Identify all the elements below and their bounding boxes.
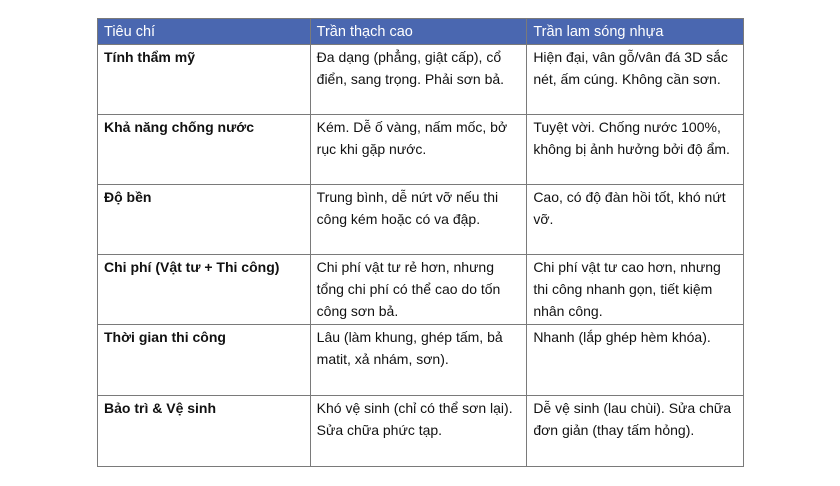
comparison-table bbox=[97, 18, 744, 467]
header-row bbox=[98, 19, 744, 45]
table-row bbox=[98, 396, 744, 467]
criterion-cell: Chi phí (Vật tư + Thi công) bbox=[98, 255, 311, 325]
table-row bbox=[98, 325, 744, 396]
criterion-cell: Tính thẩm mỹ bbox=[98, 45, 311, 115]
table-row bbox=[98, 45, 744, 115]
table-row bbox=[98, 115, 744, 185]
table-row bbox=[98, 185, 744, 255]
criterion-cell: Độ bền bbox=[98, 185, 311, 255]
pvc-cell: Chi phí vật tư cao hơn, nhưng thi công nhanh gọn, tiết kiệm nhân công. bbox=[527, 255, 744, 325]
gypsum-cell: Khó vệ sinh (chỉ có thể sơn lại). Sửa chữa phức tạp. bbox=[310, 396, 527, 467]
header-pvc-ceiling: Trần lam sóng nhựa bbox=[527, 19, 744, 45]
pvc-cell: Hiện đại, vân gỗ/vân đá 3D sắc nét, ấm cúng. Không cần sơn. bbox=[527, 45, 744, 115]
criterion-cell: Thời gian thi công bbox=[98, 325, 311, 396]
pvc-cell: Dễ vệ sinh (lau chùi). Sửa chữa đơn giản (thay tấm hỏng). bbox=[527, 396, 744, 467]
table-row bbox=[98, 255, 744, 325]
gypsum-cell: Kém. Dễ ố vàng, nấm mốc, bở rục khi gặp nước. bbox=[310, 115, 527, 185]
gypsum-cell: Chi phí vật tư rẻ hơn, nhưng tổng chi phí có thể cao do tốn công sơn bả. bbox=[310, 255, 527, 325]
gypsum-cell: Lâu (làm khung, ghép tấm, bả matit, xả nhám, sơn). bbox=[310, 325, 527, 396]
pvc-cell: Cao, có độ đàn hồi tốt, khó nứt vỡ. bbox=[527, 185, 744, 255]
header-gypsum-ceiling: Trần thạch cao bbox=[310, 19, 527, 45]
header-criterion: Tiêu chí bbox=[98, 19, 311, 45]
pvc-cell: Tuyệt vời. Chống nước 100%, không bị ảnh hưởng bởi độ ẩm. bbox=[527, 115, 744, 185]
criterion-cell: Bảo trì & Vệ sinh bbox=[98, 396, 311, 467]
criterion-cell: Khả năng chống nước bbox=[98, 115, 311, 185]
gypsum-cell: Trung bình, dễ nứt vỡ nếu thi công kém hoặc có va đập. bbox=[310, 185, 527, 255]
gypsum-cell: Đa dạng (phẳng, giật cấp), cổ điển, sang trọng. Phải sơn bả. bbox=[310, 45, 527, 115]
table-body bbox=[98, 45, 744, 467]
pvc-cell: Nhanh (lắp ghép hèm khóa). bbox=[527, 325, 744, 396]
